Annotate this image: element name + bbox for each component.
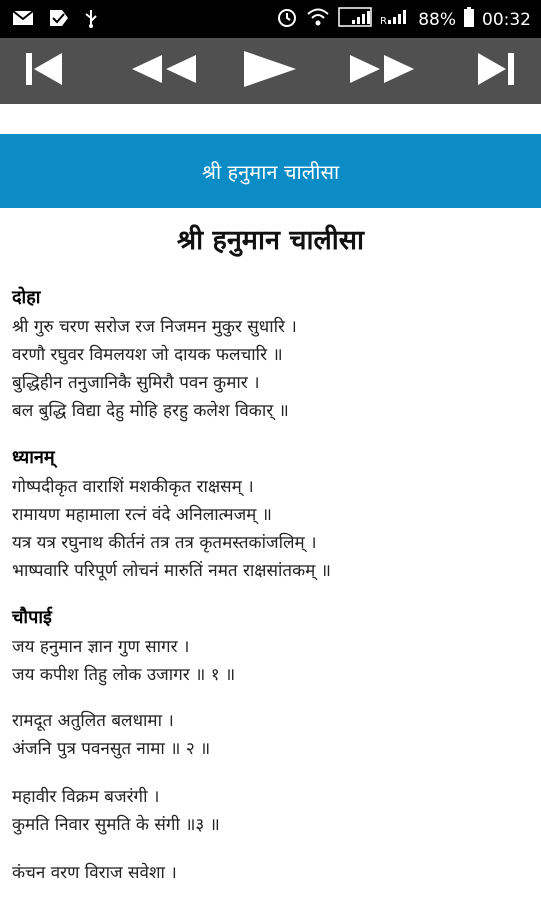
play-button[interactable] [238, 52, 298, 90]
verse-line: गोष्पदीकृत वाराशिं मशकीकृत राक्षसम् । [12, 477, 254, 497]
skip-previous-button[interactable] [14, 52, 74, 90]
verse-line: श्री गुरु चरण सरोज रज निजमन मुकुर सुधारि । [12, 317, 297, 337]
title-bar [0, 134, 541, 208]
signal-icon [338, 6, 372, 33]
verse-line: वरणौ रघुवर विमलयश जो दायक फलचारि ॥ [12, 345, 283, 365]
svg-text:R: R [380, 16, 388, 27]
verse-line: बुद्धिहीन तनुजानिकै सुमिरौ पवन कुमार । [12, 373, 260, 393]
battery-percent: 88% [418, 9, 456, 30]
stanza [12, 783, 541, 839]
skip-previous-icon [20, 51, 68, 91]
verse-line: कुमति निवार सुमति के संगी ॥३ ॥ [12, 815, 220, 835]
verse-line: रामायण महामाला रत्नं वंदे अनिलात्मजम् ॥ [12, 505, 272, 525]
status-bar [0, 0, 541, 38]
alarm-icon [276, 6, 298, 33]
spacer [0, 104, 541, 134]
wifi-icon [306, 7, 330, 32]
stanza [12, 859, 541, 887]
verse-line: रामदूत अतुलित बलधामा । [12, 711, 174, 731]
section-dhyanam [12, 443, 541, 585]
fast-forward-button[interactable] [344, 52, 424, 90]
header-title: श्री हनुमान चालीसा [201, 159, 340, 184]
fast-forward-icon [346, 51, 422, 91]
verse-line: भाष्पवारि परिपूर्ण लोचनं मारुतिं नमत राक्षसांतकम् ॥ [12, 561, 331, 581]
player-controls [0, 38, 541, 104]
rewind-button[interactable] [122, 52, 202, 90]
check-notification-icon [48, 9, 70, 31]
verse-line: बल बुद्धि विद्या देहु मोहि हरहु कलेश विकार् ॥ [12, 401, 289, 421]
play-icon [238, 49, 298, 93]
stanza [12, 707, 541, 763]
section-heading: ध्यानम् [12, 447, 55, 468]
email-icon [12, 10, 34, 30]
battery-icon [464, 7, 474, 32]
clock: 00:32 [482, 9, 531, 30]
verse-line: जय कपीश तिहु लोक उजागर ॥ १ ॥ [12, 665, 236, 685]
usb-icon [84, 8, 98, 32]
skip-next-icon [472, 51, 520, 91]
signal-icon [380, 6, 410, 33]
section-heading: दोहा [12, 287, 41, 308]
document-title: श्री हनुमान चालीसा [176, 225, 365, 256]
verse-line: महावीर विक्रम बजरंगी । [12, 787, 160, 807]
section-heading: चौपाई [12, 607, 52, 628]
verse-line: यत्र यत्र रघुनाथ कीर्तनं तत्र तत्र कृतमस्तकांजलिम् । [12, 533, 317, 553]
rewind-icon [124, 51, 200, 91]
verse-line: जय हनुमान ज्ञान गुण सागर । [12, 637, 190, 657]
verse-line: कंचन वरण विराज सवेशा । [12, 863, 177, 883]
verse-line: अंजनि पुत्र पवनसुत नामा ॥ २ ॥ [12, 739, 211, 759]
section-chaupai [12, 603, 541, 689]
lyrics-content[interactable] [0, 208, 541, 900]
skip-next-button[interactable] [466, 52, 526, 90]
section-doha [12, 283, 541, 425]
